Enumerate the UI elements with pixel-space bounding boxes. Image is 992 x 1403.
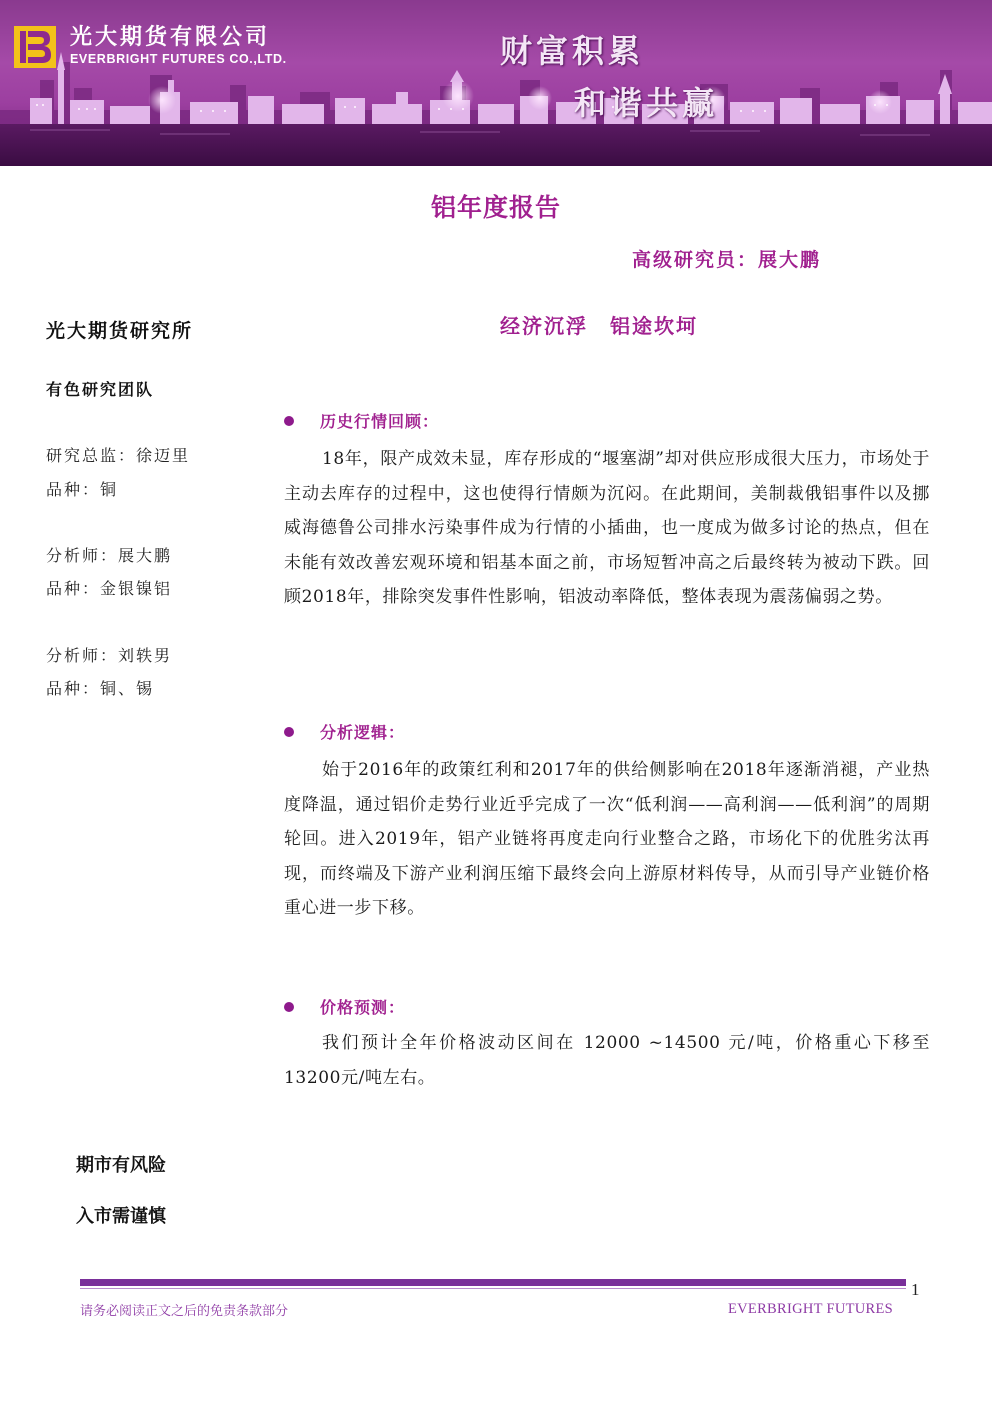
report-title: 铝年度报告 — [430, 193, 561, 222]
company-name-en: EVERBRIGHT FUTURES CO.,LTD. — [70, 52, 287, 66]
report-subtitle: 经济沉浮 铝途坎坷 — [500, 314, 698, 338]
footer-divider-thin — [80, 1288, 906, 1289]
member-role: 分析师：展大鹏 — [46, 546, 173, 565]
member-role: 分析师：刘轶男 — [46, 646, 173, 665]
section-heading-logic: 分析逻辑： — [284, 720, 405, 743]
section-body-logic: 始于2016年的政策红利和2017年的供给侧影响在2018年逐渐消褪，产业热度降温，通过铝价走势行业近乎完成了一次“低利润——高利润——低利润”的周期轮回。进入2019年，铝产业链将再度走向行业整合之路，市场化下的优胜劣汰再现，而终端及下游产业利润压缩下最终会向上游原材料传导，从而引导产业链价格重心进一步下移。 — [284, 760, 930, 918]
company-name-cn: 光大期货有限公司 — [70, 24, 271, 50]
section-heading-forecast: 价格预测： — [284, 995, 405, 1018]
page-number: 1 — [911, 1280, 920, 1299]
member-role: 研究总监：徐迈里 — [46, 446, 191, 465]
member-variety: 品种：金银镍铝 — [46, 579, 173, 598]
slogan-line-1: 财富积累 — [500, 32, 645, 70]
disclaimer-text: 请务必阅读正文之后的免责条款部分 — [80, 1304, 289, 1319]
bullet-icon — [284, 416, 294, 426]
company-logo-icon — [14, 26, 56, 68]
risk-warning-line-2: 入市需谨慎 — [76, 1206, 166, 1227]
risk-warning-line-1: 期市有风险 — [76, 1155, 166, 1176]
bullet-icon — [284, 1002, 294, 1012]
member-variety: 品种：铜 — [46, 480, 119, 499]
header-banner — [0, 0, 992, 166]
slogan-line-2: 和谐共赢 — [574, 84, 719, 122]
section-heading-history: 历史行情回顾： — [284, 409, 439, 432]
footer-divider — [80, 1279, 906, 1286]
institute-name: 光大期货研究所 — [46, 320, 194, 342]
footer-brand: EVERBRIGHT FUTURES — [728, 1301, 894, 1317]
section-body-history: 18年，限产成效未显，库存形成的“堰塞湖”却对供应形成很大压力，市场处于主动去库存的过程中，这也使得行情颇为沉闷。在此期间，美制裁俄铝事件以及挪威海德鲁公司排水污染事件成为行情的小插曲，也一度成为做多讨论的热点，但在未能有效改善宏观环境和铝基本面之前，市场短暂冲高之后最终转为被动下跌。回顾2018年，排除突发事件性影响，铝波动率降低，整体表现为震荡偏弱之势。 — [284, 449, 930, 607]
section-body-forecast: 我们预计全年价格波动区间在 12000 ~14500 元/吨，价格重心下移至13200元/吨左右。 — [284, 1033, 930, 1088]
team-name: 有色研究团队 — [46, 380, 155, 399]
bullet-icon — [284, 727, 294, 737]
researcher-name: 高级研究员：展大鹏 — [632, 249, 822, 271]
member-variety: 品种：铜、锡 — [46, 679, 155, 698]
